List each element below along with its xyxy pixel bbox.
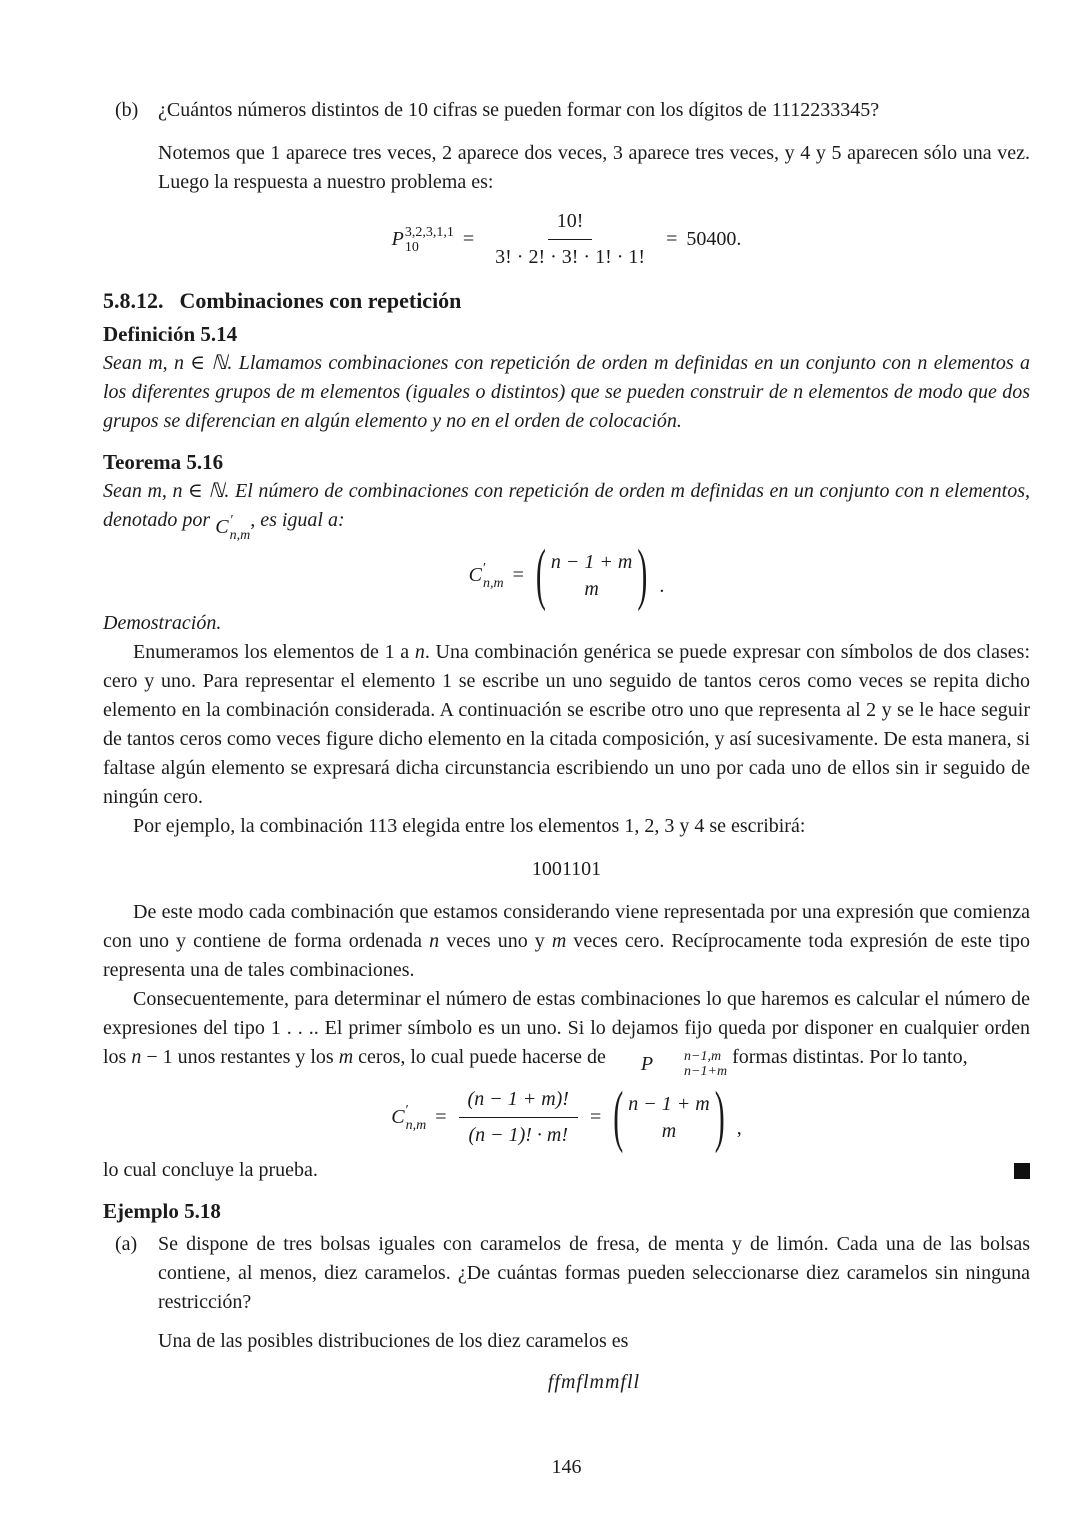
- equals-sign: =: [589, 1106, 602, 1128]
- left-paren: (: [613, 1078, 624, 1155]
- binomial-top: n − 1 + m: [628, 1092, 710, 1115]
- definition-heading: Definición 5.14: [103, 322, 238, 346]
- combination-formula: [103, 536, 1030, 613]
- fraction: [486, 207, 654, 272]
- proof-label: Demostración.: [103, 611, 222, 634]
- fraction-denominator: 3! · 2! · 3! · 1! · 1!: [495, 246, 646, 268]
- definition-body: Sean m, n ∈ ℕ. Llamamos combinaciones con repetición de orden m definidas en un conjunto con n elementos a los diferentes grupos de m elementos (iguales o distintos) que se pueden construir de n elementos de modo que dos grupos se diferencian en algún elemento y no en el orden de colocación.: [103, 352, 1030, 432]
- equals-sign: =: [512, 564, 524, 586]
- theorem-heading: Teorema 5.16: [103, 450, 224, 474]
- equals-sign: =: [462, 228, 475, 250]
- example-heading: Ejemplo 5.18: [103, 1199, 221, 1223]
- proof-paragraph-1: Enumeramos los elementos de 1 a n. Una combinación genérica se puede expresar con símbolos de dos clases: cero y uno. Para representar el elemento 1 se escribe un uno seguido de tantos ceros como veces se repita dicho elemento en la combinación considerada. A continuación se escribe otro uno que representa al 2 y se le hace seguir de tantos ceros como veces figure dicho elemento en la citada composición, y así sucesivamente. De esta manera, si faltase algún elemento se expresará dicha circunstancia escribiendo un uno por cada uno de ellos sin ir seguido de ningún cero.: [103, 640, 1030, 808]
- qed-marker: [1014, 1163, 1030, 1179]
- fraction: [459, 1085, 578, 1150]
- formula-terminator: .: [659, 575, 665, 597]
- permutation-formula: [103, 207, 1030, 272]
- exercise-item-b: [103, 96, 1030, 197]
- proof-paragraph-3: De este modo cada combinación que estamos considerando viene representada por una expresión que comienza con uno y contiene de forma ordenada n veces uno y m veces cero. Recíprocamente toda expresión de este tipo representa una de tales combinaciones.: [103, 900, 1031, 981]
- permutation-symbol: [392, 225, 454, 255]
- combination-symbol: [469, 561, 504, 591]
- formula-superscript: ′: [483, 560, 487, 576]
- equals-sign: =: [666, 228, 678, 250]
- item-b-label: (b): [115, 99, 139, 121]
- equals-sign: =: [435, 1106, 447, 1128]
- binomial-coefficient: [612, 1078, 725, 1155]
- combination-symbol: [391, 1103, 426, 1133]
- formula-subscript: n,m: [483, 575, 504, 591]
- candy-string-display: ffmflmmfll: [547, 1371, 641, 1393]
- formula-base-letter: P: [391, 228, 404, 250]
- formula-superscript: ′: [405, 1102, 409, 1118]
- item-a-text: Se dispone de tres bolsas iguales con caramelos de fresa, de menta y de limón. Cada una de las bolsas contiene, al menos, diez caramelos. ¿De cuántas formas pueden seleccionarse diez caramelos sin ninguna restricción?: [158, 1233, 1030, 1313]
- item-b-note: Notemos que 1 aparece tres veces, 2 aparece dos veces, 3 aparece tres veces, y 4 y 5 aparecen sólo una vez. Luego la respuesta a nuestro problema es:: [158, 142, 1030, 193]
- fraction-denominator: (n − 1)! · m!: [468, 1124, 569, 1146]
- page-number: 146: [551, 1456, 582, 1478]
- subsection-title: Combinaciones con repetición: [179, 288, 462, 313]
- binomial-bottom: m: [584, 577, 599, 600]
- binomial-bottom: m: [661, 1119, 677, 1142]
- fraction-numerator: 10!: [548, 207, 593, 240]
- left-paren: (: [535, 536, 546, 613]
- formula-subscript: n,m: [405, 1117, 427, 1133]
- item-a-note: Una de las posibles distribuciones de los diez caramelos es: [158, 1330, 629, 1352]
- subsection-heading: [103, 286, 1030, 316]
- combination-proof-formula: [103, 1078, 1030, 1155]
- formula-subscript: 10: [404, 239, 419, 255]
- right-paren: ): [637, 536, 648, 613]
- binomial-coefficient: [535, 536, 648, 613]
- proof-paragraph-2: Por ejemplo, la combinación 113 elegida entre los elementos 1, 2, 3 y 4 se escribirá:: [133, 814, 806, 837]
- formula-result: 50400.: [686, 228, 742, 250]
- formula-superscript: 3,2,3,1,1: [404, 224, 454, 240]
- fraction-numerator: (n − 1 + m)!: [459, 1085, 578, 1118]
- proof-conclusion: [103, 1156, 1030, 1185]
- formula-base-letter: C: [468, 564, 482, 586]
- item-b-question: ¿Cuántos números distintos de 10 cifras se pueden formar con los dígitos de 1112233345?: [158, 99, 880, 121]
- formula-terminator: ,: [736, 1117, 742, 1139]
- binomial-top: n − 1 + m: [550, 550, 633, 573]
- proof-paragraph-4: Consecuentemente, para determinar el número de estas combinaciones lo que haremos es calcular el número de expresiones del tipo 1 . . .. El primer símbolo es un uno. Si lo dejamos fijo queda por disponer en cualquier orden los n − 1 unos restantes y los m ceros, lo cual puede hacerse de P n−1,m n−1+m formas distintas. Por lo tanto,: [103, 987, 1030, 1079]
- theorem-body: Sean m, n ∈ ℕ. El número de combinaciones con repetición de orden m definidas en un conjunto con n elementos, denotado por C ′ n,m , es igual a:: [103, 480, 1030, 543]
- subsection-number: 5.8.12.: [103, 288, 164, 313]
- right-paren: ): [714, 1078, 725, 1155]
- binary-string-display: 1001101: [531, 857, 602, 880]
- item-a-label: (a): [115, 1233, 138, 1255]
- example-item-a: [103, 1230, 1030, 1409]
- proof-conclusion-text: lo cual concluye la prueba.: [103, 1159, 318, 1181]
- formula-base-letter: C: [391, 1106, 405, 1128]
